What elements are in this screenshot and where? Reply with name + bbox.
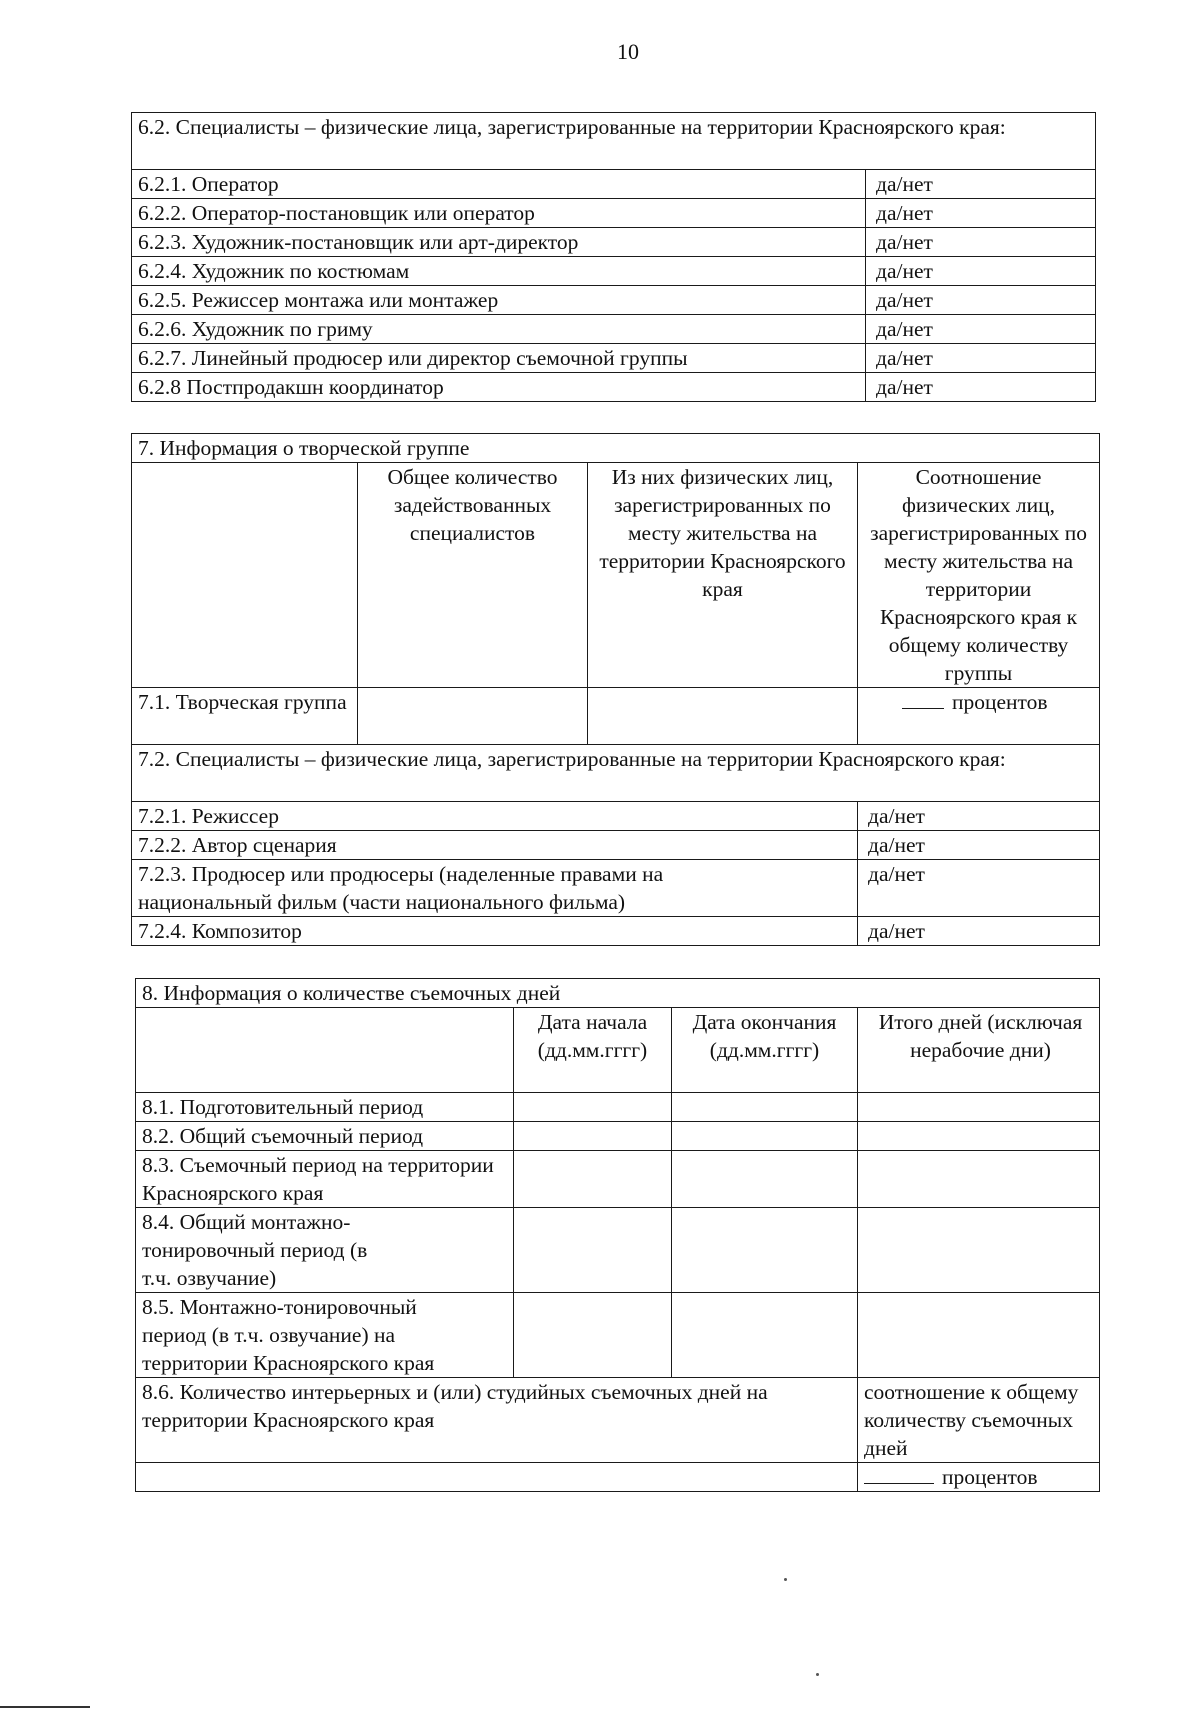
row-label: 8.2. Общий съемочный период (136, 1122, 514, 1151)
yes-no-field[interactable]: да/нет (866, 170, 1096, 199)
interior-days-input[interactable] (136, 1463, 858, 1492)
start-date-input[interactable] (514, 1093, 672, 1122)
end-date-input[interactable] (672, 1208, 858, 1293)
empty-header-cell (132, 463, 358, 688)
yes-no-field[interactable]: да/нет (858, 831, 1100, 860)
column-header-total-days: Итого дней (исключая нерабочие дни) (858, 1008, 1100, 1093)
row-label: 7.2.3. Продюсер или продюсеры (наделенные правами на национальный фильм (части национального фильма) (132, 860, 858, 917)
table-row (132, 917, 1100, 946)
row-label: 7.2.1. Режиссер (132, 802, 858, 831)
section-6-2-header: 6.2. Специалисты – физические лица, зарегистрированные на территории Красноярского края: (132, 113, 1096, 170)
specialists-6-2-table (131, 112, 1096, 402)
row-label: 6.2.1. Оператор (132, 170, 866, 199)
end-date-input[interactable] (672, 1151, 858, 1208)
ratio-percent-field[interactable] (858, 1463, 1100, 1492)
yes-no-field[interactable]: да/нет (866, 344, 1096, 373)
end-date-input[interactable] (672, 1122, 858, 1151)
local-specialists-input[interactable] (588, 688, 858, 745)
table-row (132, 802, 1100, 831)
scan-speck (784, 1578, 787, 1581)
row-label: 6.2.5. Режиссер монтажа или монтажер (132, 286, 866, 315)
table-row (136, 1463, 1100, 1492)
row-label: 7.2.2. Автор сценария (132, 831, 858, 860)
table-row (132, 170, 1096, 199)
total-specialists-input[interactable] (358, 688, 588, 745)
start-date-input[interactable] (514, 1151, 672, 1208)
column-header-total: Общее количество задействованных специалистов (358, 463, 588, 688)
column-header-start-date: Дата начала (дд.мм.гггг) (514, 1008, 672, 1093)
row-label: 6.2.4. Художник по костюмам (132, 257, 866, 286)
table-row (132, 344, 1096, 373)
table-row (132, 831, 1100, 860)
start-date-input[interactable] (514, 1122, 672, 1151)
row-label: 7.2.4. Композитор (132, 917, 858, 946)
table-row (136, 1378, 1100, 1463)
total-days-input[interactable] (858, 1293, 1100, 1378)
row-label: 6.2.3. Художник-постановщик или арт-директор (132, 228, 866, 257)
row-label: 6.2.2. Оператор-постановщик или оператор (132, 199, 866, 228)
row-label: 8.4. Общий монтажно-тонировочный период (в т.ч. озвучание) (136, 1208, 514, 1293)
row-label: 8.6. Количество интерьерных и (или) студийных съемочных дней на территории Красноярского края (136, 1378, 858, 1463)
section-7-2-header: 7.2. Специалисты – физические лица, зарегистрированные на территории Красноярского края: (132, 745, 1100, 802)
table-row (132, 373, 1096, 402)
row-label: 6.2.7. Линейный продюсер или директор съемочной группы (132, 344, 866, 373)
total-days-input[interactable] (858, 1151, 1100, 1208)
yes-no-field[interactable]: да/нет (858, 917, 1100, 946)
table-row (132, 688, 1100, 745)
start-date-input[interactable] (514, 1293, 672, 1378)
yes-no-field[interactable]: да/нет (866, 257, 1096, 286)
table-row (136, 1293, 1100, 1378)
yes-no-field[interactable]: да/нет (858, 860, 1100, 917)
yes-no-field[interactable]: да/нет (866, 228, 1096, 257)
column-header-end-date: Дата окончания (дд.мм.гггг) (672, 1008, 858, 1093)
scan-edge-mark (0, 1706, 90, 1708)
ratio-label: соотношение к общему количеству съемочных дней (858, 1378, 1100, 1463)
total-days-input[interactable] (858, 1093, 1100, 1122)
column-header-local: Из них физических лиц, зарегистрированных по месту жительства на территории Красноярского края (588, 463, 858, 688)
row-label: 6.2.8 Постпродакшн координатор (132, 373, 866, 402)
shooting-days-table (135, 978, 1100, 1492)
table-row (132, 199, 1096, 228)
table-row (136, 1151, 1100, 1208)
page-number: 10 (617, 39, 639, 64)
row-label: 6.2.6. Художник по гриму (132, 315, 866, 344)
row-label: 8.3. Съемочный период на территории Красноярского края (136, 1151, 514, 1208)
table-row (136, 1093, 1100, 1122)
table-row (136, 1208, 1100, 1293)
section-8-title: 8. Информация о количестве съемочных дней (136, 979, 1100, 1008)
table-row (132, 257, 1096, 286)
yes-no-field[interactable]: да/нет (866, 199, 1096, 228)
yes-no-field[interactable]: да/нет (866, 373, 1096, 402)
percent-label: процентов (942, 1465, 1038, 1489)
section-7-title: 7. Информация о творческой группе (132, 434, 1100, 463)
empty-header-cell (136, 1008, 514, 1093)
table-row (132, 860, 1100, 917)
table-row (132, 286, 1096, 315)
table-row (132, 315, 1096, 344)
table-row (136, 1122, 1100, 1151)
total-days-input[interactable] (858, 1208, 1100, 1293)
row-label: 8.5. Монтажно-тонировочный период (в т.ч. озвучание) на территории Красноярского края (136, 1293, 514, 1378)
column-header-ratio: Соотношение физических лиц, зарегистрированных по месту жительства на территории Красноярского края к общему количеству группы (858, 463, 1100, 688)
row-label: 8.1. Подготовительный период (136, 1093, 514, 1122)
table-row (132, 228, 1096, 257)
row-label: 7.1. Творческая группа (132, 688, 358, 745)
end-date-input[interactable] (672, 1093, 858, 1122)
ratio-percent-field[interactable] (858, 688, 1100, 745)
scan-speck (816, 1673, 819, 1676)
blank-line (864, 1463, 934, 1484)
percent-label: процентов (952, 690, 1048, 714)
yes-no-field[interactable]: да/нет (866, 315, 1096, 344)
yes-no-field[interactable]: да/нет (866, 286, 1096, 315)
total-days-input[interactable] (858, 1122, 1100, 1151)
start-date-input[interactable] (514, 1208, 672, 1293)
yes-no-field[interactable]: да/нет (858, 802, 1100, 831)
blank-line (902, 688, 944, 709)
creative-group-table (131, 433, 1100, 946)
end-date-input[interactable] (672, 1293, 858, 1378)
